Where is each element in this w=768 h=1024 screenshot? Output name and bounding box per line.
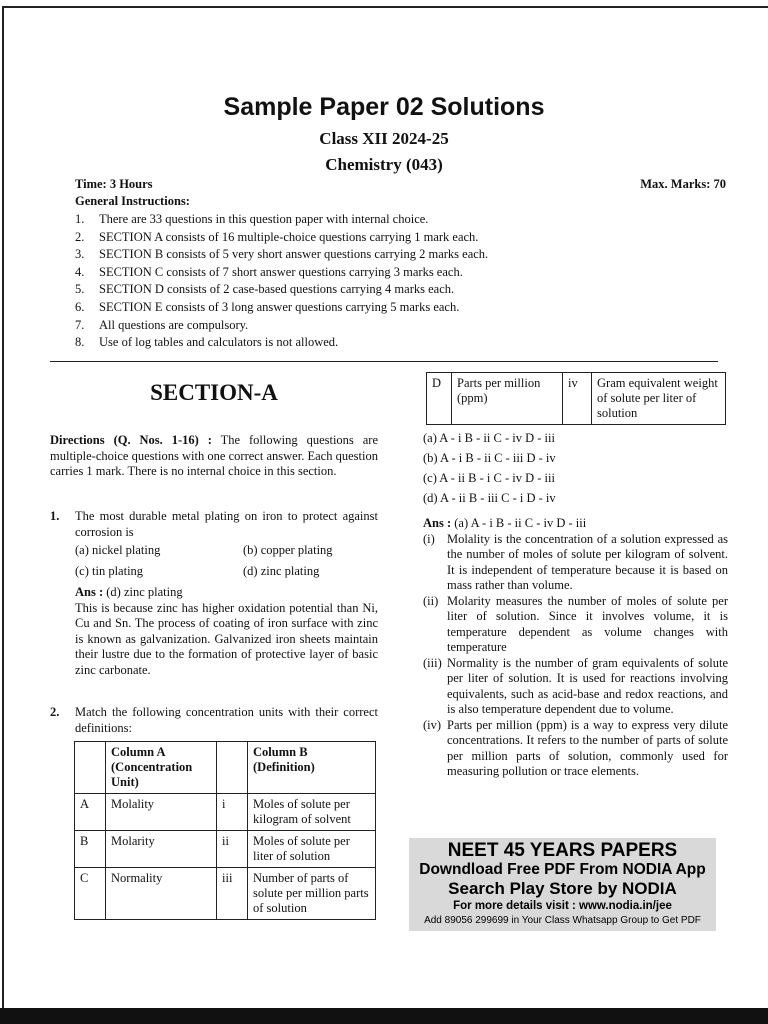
table-header-row xyxy=(75,742,376,794)
instruction-item xyxy=(75,264,705,282)
row-key: D xyxy=(427,373,452,425)
instruction-text: SECTION D consists of 2 case-based questions carrying 4 marks each. xyxy=(99,282,455,297)
row-definition: Moles of solute per kilogram of solvent xyxy=(248,794,376,831)
table-header-col-b: Column B (Definition) xyxy=(248,742,376,794)
table-header-col-a: Column A (Concentration Unit) xyxy=(106,742,217,794)
directions-label: Directions (Q. Nos. 1-16) : xyxy=(50,433,212,447)
answer-choices xyxy=(423,431,728,511)
question-number: 2. xyxy=(50,705,60,719)
row-key: C xyxy=(75,868,106,920)
instruction-number: 6. xyxy=(75,299,85,314)
promo-whatsapp: Add 89056 299699 in Your Class Whatsapp Group to Get PDF xyxy=(424,915,701,926)
match-table xyxy=(74,741,376,920)
promo-link[interactable]: For more details visit : www.nodia.in/jee xyxy=(453,900,672,912)
subject-line: Chemistry (043) xyxy=(325,155,443,174)
row-unit: Parts per million (ppm) xyxy=(452,373,563,425)
answer-value: (d) zinc plating xyxy=(103,585,183,599)
option-c: (c) tin plating xyxy=(75,563,144,578)
instruction-number: 7. xyxy=(75,317,85,332)
instruction-text: SECTION E consists of 3 long answer questions carrying 5 marks each. xyxy=(99,299,460,314)
answer xyxy=(75,585,378,601)
table-header-cell xyxy=(75,742,106,794)
row-definition: Moles of solute per liter of solution xyxy=(248,831,376,868)
option-b: (b) copper plating xyxy=(243,543,333,557)
instruction-item xyxy=(75,246,705,264)
row-key: B xyxy=(75,831,106,868)
options xyxy=(75,543,378,579)
option-a: (a) nickel plating xyxy=(75,543,161,557)
instructions-heading: General Instructions: xyxy=(75,194,190,208)
instruction-number: 1. xyxy=(75,212,85,226)
instruction-text: There are 33 questions in this question paper with internal choice. xyxy=(99,212,429,226)
instruction-item xyxy=(75,317,705,335)
point-item xyxy=(423,656,728,718)
instructions-list xyxy=(75,211,705,352)
choice-c: (c) A - ii B - i C - iv D - iii xyxy=(423,471,555,485)
point-item xyxy=(423,594,728,656)
max-marks-label: Max. Marks: 70 xyxy=(640,177,726,191)
answer xyxy=(423,516,728,532)
point-text: Molality is the concentration of a solution expressed as the number of moles of solute per kilogram of solvent. It is independent of temperature because it is based on mass rather than volume. xyxy=(447,531,728,592)
instruction-item xyxy=(75,211,705,229)
instruction-number: 8. xyxy=(75,335,85,350)
point-item xyxy=(423,532,728,594)
instruction-number: 3. xyxy=(75,247,85,262)
table-row xyxy=(75,831,376,868)
row-roman: iv xyxy=(563,373,592,425)
answer-q2 xyxy=(423,516,728,780)
promo-download: Downdload Free PDF From NODIA App xyxy=(419,861,706,878)
point-item xyxy=(423,718,728,780)
choice-b: (b) A - i B - ii C - iii D - iv xyxy=(423,451,556,465)
question-text: The most durable metal plating on iron to protect against corrosion is xyxy=(75,509,378,539)
instruction-item xyxy=(75,299,705,317)
promo-banner[interactable] xyxy=(409,838,716,931)
time-label: Time: 3 Hours xyxy=(75,177,153,191)
instruction-item xyxy=(75,281,705,299)
table-row xyxy=(75,794,376,831)
point-number: (iv) xyxy=(423,717,442,732)
instruction-number: 2. xyxy=(75,229,85,244)
choice-a: (a) A - i B - ii C - iv D - iii xyxy=(423,431,555,445)
explanation: This is because zinc has higher oxidation potential than Ni, Cu and Sn. The process of coating of iron surface with zinc is known as galvanization. Galvanized iron sheets maintain their lustre due to the formation of protective layer of basic zinc carbonate. xyxy=(75,600,378,677)
question-text: Match the following concentration units with their correct definitions: xyxy=(75,705,378,735)
instruction-text: SECTION C consists of 7 short answer questions carrying 3 marks each. xyxy=(99,264,463,279)
point-text: Normality is the number of gram equivalents of solute per liter of solution. It is used for reactions involving equivalents, such as acid-base and redox reactions, and is also temperature dependent due to volume. xyxy=(447,655,728,716)
row-roman: i xyxy=(217,794,248,831)
point-text: Parts per million (ppm) is a way to express very dilute concentrations. It refers to the number of parts of solute per million parts of solution, commonly used for measuring pollution or trace elements. xyxy=(447,717,728,778)
question-2 xyxy=(50,705,378,736)
table-header-cell xyxy=(217,742,248,794)
instruction-text: SECTION A consists of 16 multiple-choice questions carrying 1 mark each. xyxy=(99,229,479,244)
promo-search: Search Play Store by NODIA xyxy=(448,879,677,898)
row-unit: Normality xyxy=(106,868,217,920)
instruction-item xyxy=(75,334,705,352)
row-definition: Number of parts of solute per million parts of solution xyxy=(248,868,376,920)
point-number: (ii) xyxy=(423,593,439,608)
explanation-points xyxy=(423,532,728,780)
section-directions xyxy=(50,433,378,480)
answer-label: Ans : xyxy=(75,585,104,599)
row-definition: Gram equivalent weight of solute per liter of solution xyxy=(592,373,726,425)
instruction-text: Use of log tables and calculators is not allowed. xyxy=(99,335,339,350)
answer-label: Ans : xyxy=(423,516,452,530)
instruction-number: 5. xyxy=(75,282,85,297)
answer-value: (a) A - i B - ii C - iv D - iii xyxy=(451,516,587,530)
instruction-text: All questions are compulsory. xyxy=(99,317,249,332)
match-table-continued xyxy=(426,372,726,425)
page-title: Sample Paper 02 Solutions xyxy=(223,93,545,121)
row-roman: ii xyxy=(217,831,248,868)
point-number: (iii) xyxy=(423,655,442,670)
directions-text: The following questions are multiple-choice questions with one correct answer. Each question carries 1 mark. There is no internal choice in this section. xyxy=(50,433,378,478)
row-unit: Molality xyxy=(106,794,217,831)
row-unit: Molarity xyxy=(106,831,217,868)
row-key: A xyxy=(75,794,106,831)
divider xyxy=(50,361,718,362)
instruction-number: 4. xyxy=(75,264,85,279)
section-title: SECTION-A xyxy=(150,380,278,405)
promo-headline: NEET 45 YEARS PAPERS xyxy=(447,840,678,861)
instruction-item xyxy=(75,229,705,247)
point-number: (i) xyxy=(423,531,435,546)
table-row xyxy=(427,373,726,425)
option-d: (d) zinc plating xyxy=(243,563,320,578)
question-1 xyxy=(50,509,378,678)
choice-d: (d) A - ii B - iii C - i D - iv xyxy=(423,491,556,505)
row-roman: iii xyxy=(217,868,248,920)
bottom-bar xyxy=(0,1008,768,1024)
class-line: Class XII 2024-25 xyxy=(319,129,449,148)
question-number: 1. xyxy=(50,509,60,523)
point-text: Molarity measures the number of moles of solute per liter of solution. Since it involves volume, it is temperature dependent as volume changes with temperature xyxy=(447,593,728,654)
instruction-text: SECTION B consists of 5 very short answer questions carrying 2 marks each. xyxy=(99,247,489,262)
table-row xyxy=(75,868,376,920)
